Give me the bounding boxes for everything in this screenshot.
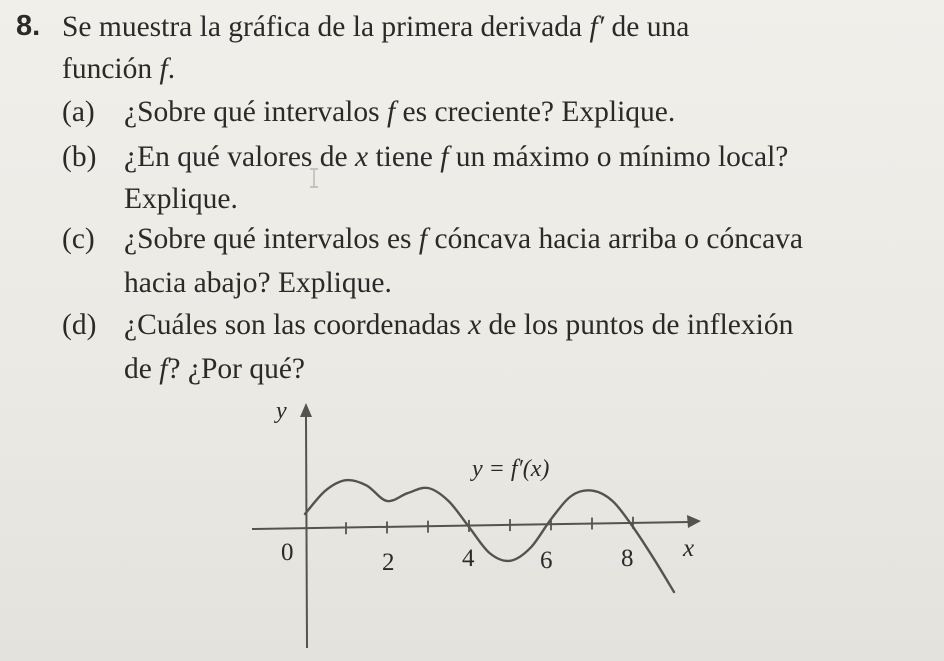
part-d-label: (d) [62,309,97,341]
y-axis-label: y [276,398,287,424]
part-c-label: (c) [62,223,95,255]
x-axis-label: x [683,535,695,562]
tick-label-2: 2 [382,549,395,576]
problem-number: 8. [16,10,41,42]
y-axis-line [306,416,307,648]
tick-label-8: 8 [621,545,634,572]
derivative-curve [305,480,674,592]
part-c-text-line-1: ¿Sobre qué intervalos es f cóncava hacia arriba o cóncava [124,223,804,255]
problem-stem-line-2: función f. [62,53,176,85]
x-axis-arrow-icon [687,515,701,528]
problem-stem-line-1: Se muestra la gráfica de la primera derivada f′ de una [62,11,690,43]
part-d-text-line-2: de f? ¿Por qué? [124,353,306,385]
part-c-text-line-2: hacia abajo? Explique. [124,267,392,299]
part-b-text-line-2: Explique. [124,183,238,215]
part-d-text-line-1: ¿Cuáles son las coordenadas x de los puntos de inflexión [124,309,794,341]
tick-label-6: 6 [540,547,553,574]
curve-label: y = f′(x) [472,456,550,482]
part-a-text: ¿Sobre qué intervalos f es creciente? Explique. [124,96,676,128]
origin-label: 0 [281,539,294,566]
part-a-label: (a) [62,96,95,128]
part-b-label: (b) [62,141,97,173]
y-axis-arrow-icon [300,403,312,417]
tick-label-4: 4 [462,545,475,572]
part-b-text-line-1: ¿En qué valores de x tiene f un máximo o mínimo local? [124,141,789,173]
